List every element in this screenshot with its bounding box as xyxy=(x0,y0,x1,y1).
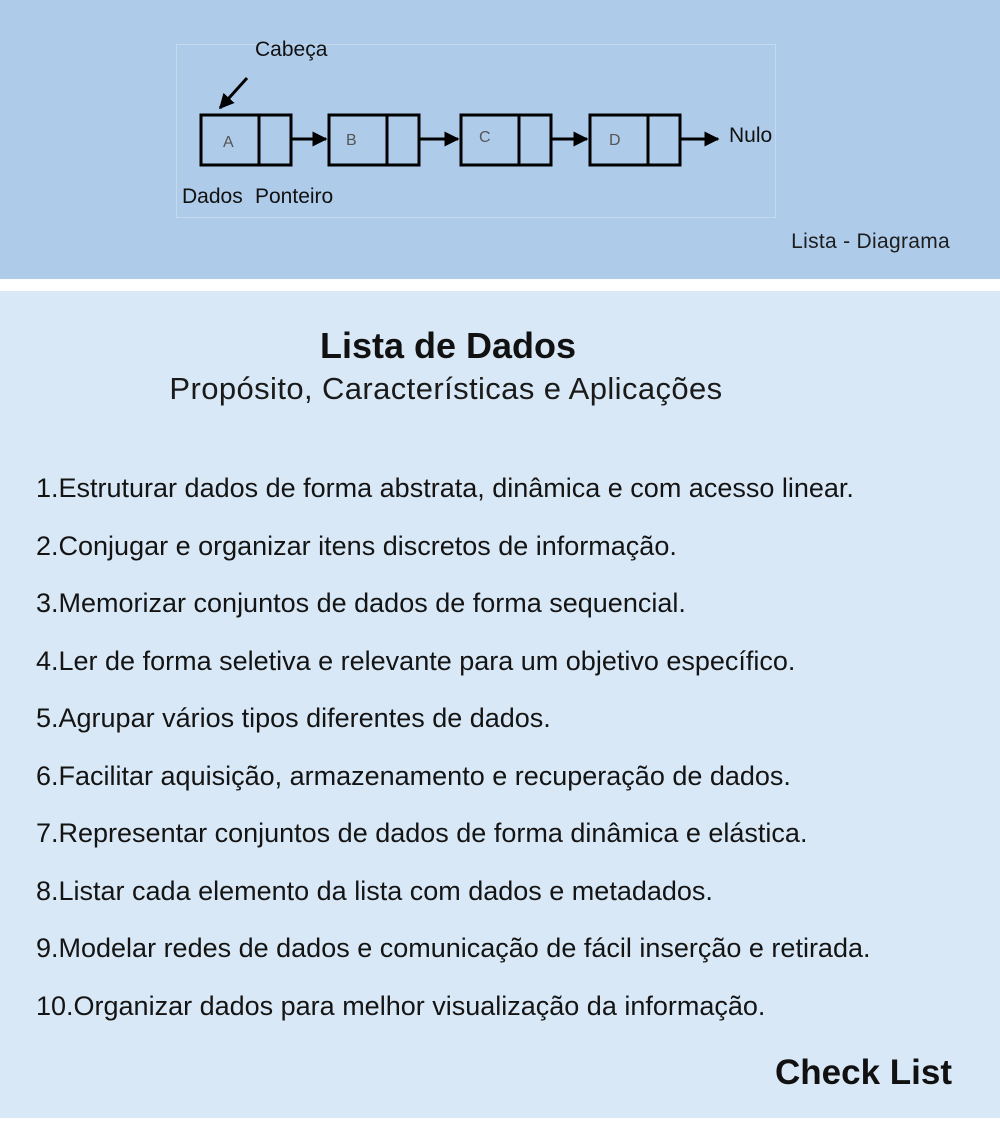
list-item: 1.Estruturar dados de forma abstrata, dinâmica e com acesso linear. xyxy=(36,473,854,503)
head-arrow xyxy=(220,78,247,108)
diagram-caption: Lista - Diagrama xyxy=(791,230,950,253)
list-item: 10.Organizar dados para melhor visualização da informação. xyxy=(36,990,766,1021)
list-node-d xyxy=(590,115,680,165)
list-item: 6.Facilitar aquisição, armazenamento e recuperação de dados. xyxy=(36,760,791,791)
node-label-a: A xyxy=(223,134,234,151)
list-item: 5.Agrupar vários tipos diferentes de dados. xyxy=(36,703,551,733)
null-label: Nulo xyxy=(729,124,773,147)
list-item: 3.Memorizar conjuntos de dados de forma sequencial. xyxy=(36,588,686,618)
node-label-c: C xyxy=(479,129,491,146)
node-label-d: D xyxy=(609,132,621,149)
page-subtitle: Propósito, Características e Aplicações xyxy=(169,371,723,406)
list-item: 2.Conjugar e organizar itens discretos de informação. xyxy=(36,530,677,561)
list-item: 8.Listar cada elemento da lista com dados e metadados. xyxy=(36,875,713,906)
data-field-label: Dados xyxy=(182,185,243,208)
list-item: 7.Representar conjuntos de dados de forma dinâmica e elástica. xyxy=(36,818,808,848)
list-node-c xyxy=(461,115,551,165)
footer-label: Check List xyxy=(775,1053,952,1092)
checklist xyxy=(36,466,870,1041)
list-node-a xyxy=(201,115,291,165)
list-item: 9.Modelar redes de dados e comunicação de fácil inserção e retirada. xyxy=(36,933,871,963)
pointer-field-label: Ponteiro xyxy=(255,185,334,208)
list-node-b xyxy=(329,115,419,165)
diagram-panel xyxy=(0,0,1000,279)
node-label-b: B xyxy=(346,132,357,149)
page-title: Lista de Dados xyxy=(319,325,577,366)
list-item: 4.Ler de forma seletiva e relevante para um objetivo específico. xyxy=(36,645,796,676)
head-label: Cabeça xyxy=(255,38,328,61)
